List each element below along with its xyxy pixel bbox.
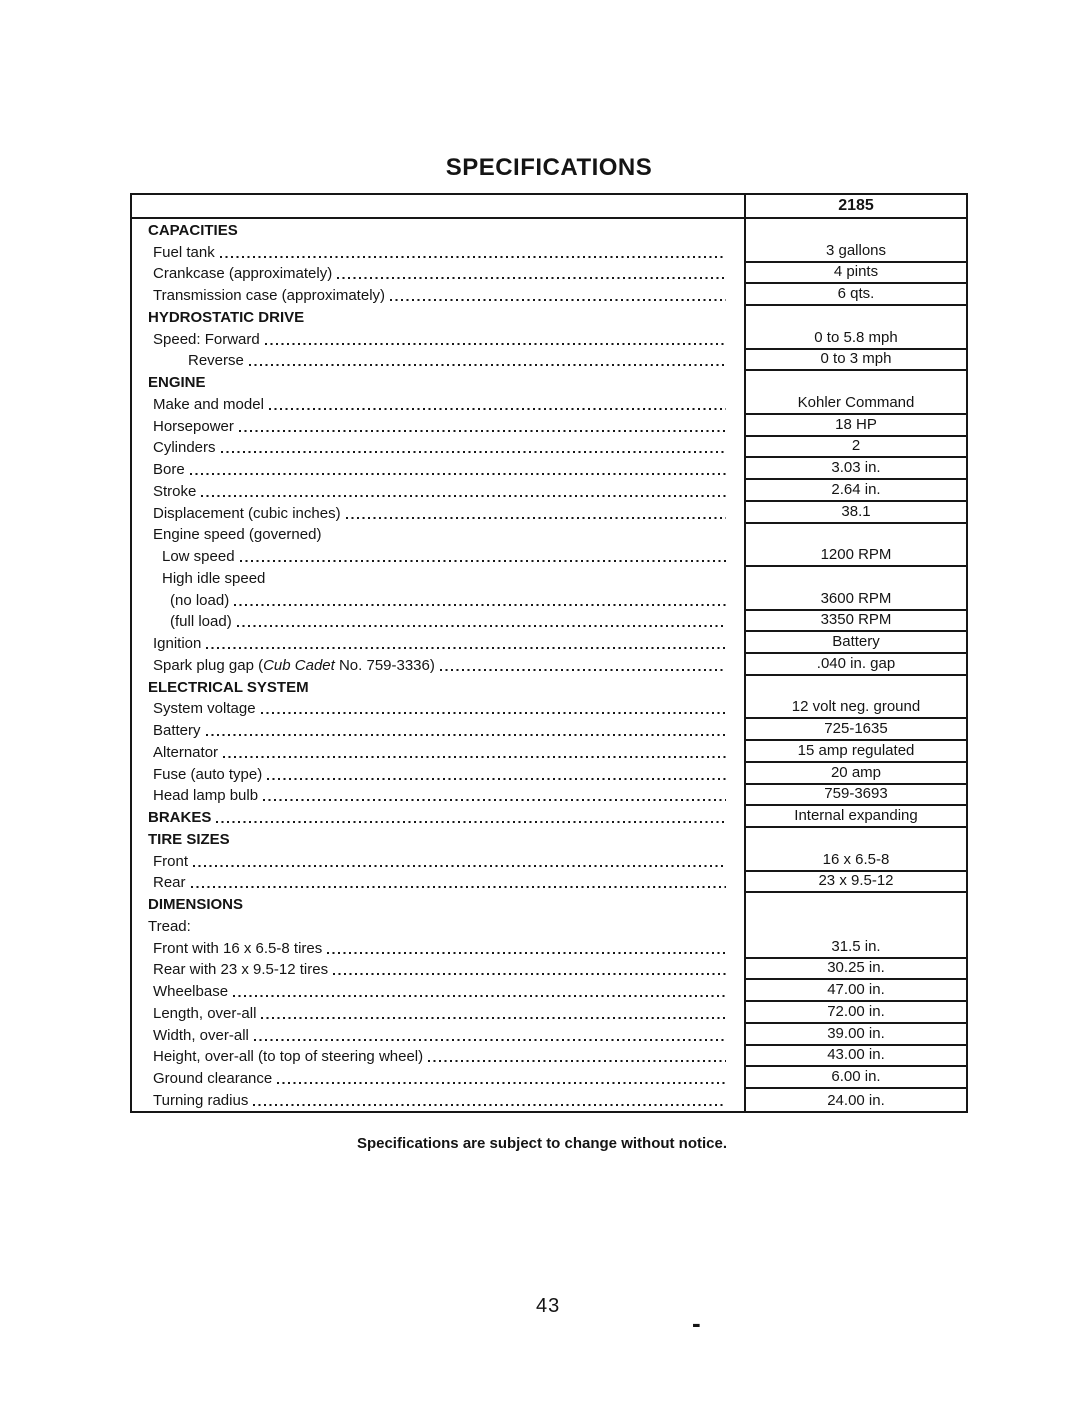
dot-leader xyxy=(263,799,726,801)
spec-row xyxy=(132,567,744,589)
spec-row xyxy=(132,502,744,524)
spec-row xyxy=(132,415,744,437)
spec-label: Stroke xyxy=(153,482,197,500)
spec-row xyxy=(132,241,744,263)
spec-value: 3350 RPM xyxy=(820,611,892,629)
spec-row xyxy=(132,806,744,828)
spec-value-cell xyxy=(746,350,966,372)
spec-value-cell xyxy=(746,480,966,502)
spec-label: (full load) xyxy=(170,613,232,631)
spec-value-cell xyxy=(746,785,966,807)
spec-value-cell xyxy=(746,893,966,958)
spec-value-cell xyxy=(746,676,966,720)
spec-row xyxy=(132,480,744,502)
dot-leader xyxy=(239,430,726,432)
dot-leader xyxy=(190,473,726,475)
dot-leader xyxy=(240,560,726,562)
spec-label: BRAKES xyxy=(148,809,212,826)
dot-leader xyxy=(277,1082,726,1084)
spec-value-cell xyxy=(746,959,966,981)
dot-leader xyxy=(233,995,726,997)
spec-value-cell xyxy=(746,872,966,894)
page-number: 43 xyxy=(536,1295,561,1317)
dot-leader xyxy=(261,712,726,714)
spec-value: 31.5 in. xyxy=(831,937,881,955)
spec-label: Fuse (auto type) xyxy=(153,765,263,783)
dot-leader xyxy=(333,973,726,975)
spec-label: Horsepower xyxy=(153,417,234,435)
spec-row xyxy=(132,828,744,850)
specifications-table xyxy=(130,193,968,1113)
spec-row xyxy=(132,872,744,894)
table-header-empty-cell xyxy=(132,195,746,217)
spec-values-column xyxy=(746,219,966,1111)
spec-row xyxy=(132,393,744,415)
footer-note: Specifications are subject to change without notice. xyxy=(356,1135,728,1152)
dot-leader xyxy=(253,1104,726,1106)
spec-label: Front with 16 x 6.5-8 tires xyxy=(153,939,323,957)
spec-row xyxy=(132,371,744,393)
spec-row xyxy=(132,785,744,807)
spec-value-cell xyxy=(746,1046,966,1068)
spec-label: Make and model xyxy=(153,395,264,413)
spec-label: Front xyxy=(153,852,189,870)
spec-value: 759-3693 xyxy=(824,785,888,803)
spec-value: 16 x 6.5-8 xyxy=(822,850,890,868)
spec-label: Tread: xyxy=(148,917,191,935)
spec-label: DIMENSIONS xyxy=(148,896,244,913)
spec-row xyxy=(132,1089,744,1111)
spec-value-cell xyxy=(746,1089,966,1111)
spec-value: .040 in. gap xyxy=(816,654,896,672)
dash-mark: - xyxy=(692,1308,701,1338)
spec-label: Cylinders xyxy=(153,439,216,457)
spec-value: 4 pints xyxy=(833,263,879,281)
spec-row xyxy=(132,524,744,546)
spec-value-cell xyxy=(746,437,966,459)
spec-label: Low speed xyxy=(162,548,235,565)
spec-label: Length, over-all xyxy=(153,1004,257,1022)
dot-leader xyxy=(249,364,726,366)
spec-value: 6.00 in. xyxy=(831,1068,881,1086)
spec-value-cell xyxy=(746,219,966,263)
spec-row xyxy=(132,632,744,654)
spec-value-cell xyxy=(746,502,966,524)
spec-row xyxy=(132,980,744,1002)
spec-value: 2 xyxy=(851,437,861,455)
spec-value: 3 gallons xyxy=(825,241,887,259)
spec-value: 6 qts. xyxy=(837,285,875,303)
spec-label: Bore xyxy=(153,461,185,478)
spec-row xyxy=(132,350,744,372)
spec-label: Transmission case (approximately) xyxy=(153,287,386,304)
spec-value: 18 HP xyxy=(835,415,877,433)
dot-leader xyxy=(220,256,726,258)
spec-row xyxy=(132,545,744,567)
page-title: SPECIFICATIONS xyxy=(445,154,653,181)
spec-label: Head lamp bulb xyxy=(153,787,259,805)
spec-row xyxy=(132,763,744,785)
spec-value: 0 to 3 mph xyxy=(820,350,892,368)
spec-label: Displacement (cubic inches) xyxy=(153,504,341,522)
dot-leader xyxy=(221,451,726,453)
spec-row xyxy=(132,893,744,915)
spec-value: 39.00 in. xyxy=(827,1024,885,1042)
spec-value: 3.03 in. xyxy=(831,459,881,477)
dot-leader xyxy=(327,952,726,954)
spec-value: 725-1635 xyxy=(824,720,888,738)
spec-value-cell xyxy=(746,980,966,1002)
spec-row xyxy=(132,676,744,698)
spec-value-cell xyxy=(746,654,966,676)
table-header-row xyxy=(132,195,966,219)
spec-value-cell xyxy=(746,611,966,633)
spec-row xyxy=(132,1067,744,1089)
spec-row xyxy=(132,589,744,611)
spec-value: Kohler Command xyxy=(797,393,915,411)
spec-label: Width, over-all xyxy=(153,1026,249,1044)
spec-row xyxy=(132,1046,744,1068)
spec-row xyxy=(132,328,744,350)
spec-label: ELECTRICAL SYSTEM xyxy=(148,678,309,696)
spec-label: Ignition xyxy=(153,635,202,652)
spec-value: 12 volt neg. ground xyxy=(791,698,921,716)
dot-leader xyxy=(223,756,726,758)
spec-value: 24.00 in. xyxy=(827,1091,885,1109)
spec-label: CAPACITIES xyxy=(148,221,238,239)
spec-value: 72.00 in. xyxy=(827,1002,885,1020)
spec-row xyxy=(132,698,744,720)
spec-row xyxy=(132,263,744,285)
spec-row xyxy=(132,306,744,328)
spec-value: 15 amp regulated xyxy=(797,741,915,759)
spec-value-cell xyxy=(746,828,966,872)
spec-value-cell xyxy=(746,1024,966,1046)
spec-value: 43.00 in. xyxy=(827,1046,885,1064)
spec-label: Fuel tank xyxy=(153,243,215,261)
spec-row xyxy=(132,611,744,633)
spec-label: Battery xyxy=(153,722,201,739)
spec-label: Reverse xyxy=(188,352,244,370)
dot-leader xyxy=(206,734,726,736)
spec-label: HYDROSTATIC DRIVE xyxy=(148,308,305,326)
spec-value: 20 amp xyxy=(830,763,882,781)
spec-value: Battery xyxy=(832,633,880,651)
model-column-header: 2185 xyxy=(838,197,874,214)
spec-label: Engine speed (governed) xyxy=(153,526,322,544)
spec-row xyxy=(132,284,744,306)
spec-label: Ground clearance xyxy=(153,1070,273,1087)
spec-value-cell xyxy=(746,719,966,741)
spec-value-cell xyxy=(746,415,966,437)
spec-value-cell xyxy=(746,632,966,654)
spec-value: 30.25 in. xyxy=(827,959,885,977)
spec-label: Turning radius xyxy=(153,1091,249,1109)
dot-leader xyxy=(254,1039,726,1041)
dot-leader xyxy=(193,865,726,867)
dot-leader xyxy=(201,495,726,497)
spec-row xyxy=(132,741,744,763)
spec-value-cell xyxy=(746,741,966,763)
dot-leader xyxy=(265,343,726,345)
spec-value-cell xyxy=(746,1067,966,1089)
dot-leader xyxy=(237,625,726,627)
spec-value: 3600 RPM xyxy=(820,589,892,607)
spec-value-cell xyxy=(746,1002,966,1024)
spec-value: Internal expanding xyxy=(794,807,918,825)
dot-leader xyxy=(191,886,726,888)
spec-value-cell xyxy=(746,306,966,350)
spec-label: High idle speed xyxy=(162,569,266,587)
spec-value-cell xyxy=(746,284,966,306)
spec-value: 0 to 5.8 mph xyxy=(814,328,898,346)
spec-value: 1200 RPM xyxy=(820,546,892,564)
dot-leader xyxy=(267,778,726,780)
spec-value-cell xyxy=(746,458,966,480)
spec-row xyxy=(132,850,744,872)
spec-value: 47.00 in. xyxy=(827,981,885,999)
dot-leader xyxy=(261,1017,726,1019)
spec-label: Crankcase (approximately) xyxy=(153,265,333,283)
spec-label: Alternator xyxy=(153,743,219,761)
spec-row xyxy=(132,719,744,741)
spec-label: Speed: Forward xyxy=(153,330,260,348)
dot-leader xyxy=(390,299,726,301)
dot-leader xyxy=(206,647,726,649)
dot-leader xyxy=(269,408,726,410)
spec-row xyxy=(132,937,744,959)
spec-label: ENGINE xyxy=(148,374,206,391)
spec-label: System voltage xyxy=(153,700,256,718)
spec-value: 23 x 9.5-12 xyxy=(818,872,894,890)
dot-leader xyxy=(346,517,726,519)
dot-leader xyxy=(440,669,726,671)
spec-row xyxy=(132,437,744,459)
spec-row xyxy=(132,1002,744,1024)
spec-row xyxy=(132,654,744,676)
spec-label: Height, over-all (to top of steering wheel) xyxy=(153,1048,424,1066)
spec-label: TIRE SIZES xyxy=(148,830,230,848)
spec-value: 2.64 in. xyxy=(831,480,881,498)
spec-label: Rear xyxy=(153,874,186,892)
dot-leader xyxy=(337,277,726,279)
spec-labels-column xyxy=(132,219,746,1111)
spec-label: Spark plug gap (Cub Cadet No. 759-3336) xyxy=(153,656,435,674)
dot-leader xyxy=(234,604,726,606)
dot-leader xyxy=(216,821,726,823)
spec-value: 38.1 xyxy=(841,502,871,520)
spec-label: (no load) xyxy=(170,591,230,609)
spec-row xyxy=(132,959,744,981)
spec-value-cell xyxy=(746,763,966,785)
table-body xyxy=(132,219,966,1111)
spec-label: Wheelbase xyxy=(153,983,229,1000)
spec-value-cell xyxy=(746,263,966,285)
spec-value-cell xyxy=(746,524,966,568)
spec-row xyxy=(132,458,744,480)
dot-leader xyxy=(428,1060,726,1062)
spec-value-cell xyxy=(746,806,966,828)
spec-row xyxy=(132,219,744,241)
spec-row xyxy=(132,915,744,937)
spec-label: Rear with 23 x 9.5-12 tires xyxy=(153,961,329,979)
spec-value-cell xyxy=(746,567,966,611)
spec-row xyxy=(132,1024,744,1046)
spec-value-cell xyxy=(746,371,966,415)
